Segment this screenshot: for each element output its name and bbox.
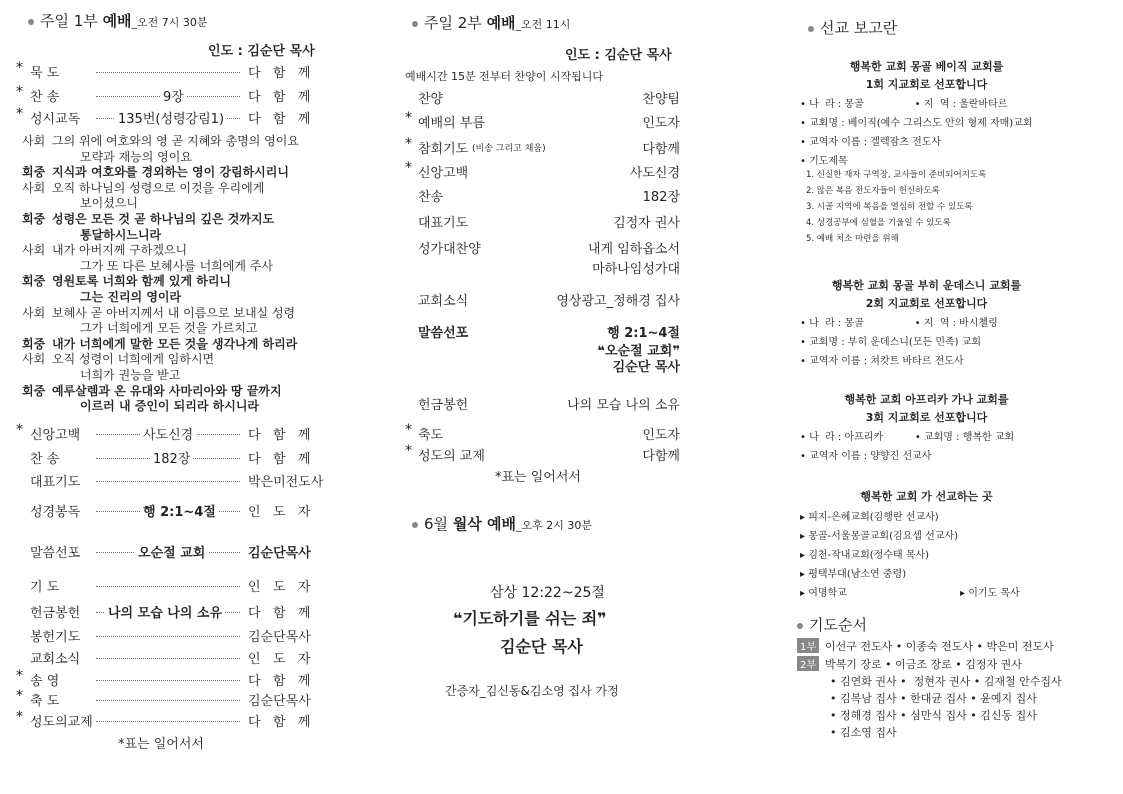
reading-line: 보혜사 곧 아버지께서 내 이름으로 보내실 성령 [52,305,296,320]
order-person: 나의 모습 나의 소유 [567,398,680,413]
order-label: 교회소식 [418,294,469,309]
order-label: 찬 송 [30,452,60,467]
order-person: 마하나임성가대 [592,262,680,277]
mission-line: • 나 라 : 몽골 • 지 역 : 바시첼링 [800,318,998,329]
reading-line: 모략과 재능의 영이요 [80,149,192,164]
star-icon: * [16,84,23,100]
col2-intro: 예배시간 15분 전부터 찬양이 시작됩니다 [405,70,603,83]
order-person: 다함께 [642,449,680,464]
prayer-order-title: 기도순서 [797,614,867,635]
mission-line: • 교역자 이름 : 양향진 선교사 [800,451,932,462]
reading-line: 영원토록 너희와 함께 있게 하리니 [52,274,232,289]
speaker-label: 사회 [22,134,46,148]
order-person: 다함께 [642,142,680,157]
order-label: 송 영 [30,674,60,689]
star-icon: * [16,668,23,684]
reading-line: 내가 아버지께 구하겠으니 [52,243,188,258]
speaker-label: 회중 [22,165,46,180]
order-label: 찬송 [418,190,444,205]
order-label: 찬 송 [30,90,60,105]
star-icon: * [405,136,412,152]
prayer-2bu: 2부 박복기 장로 • 이금조 장로 • 김정자 권사 [797,656,1022,672]
order-label: 성도의 교제 [418,449,485,464]
june-testimony: 간증자_김신동&김소영 집사 가정 [445,684,619,698]
leader-dots [96,700,240,701]
order-person: 영상광고_정해경 집사 [556,294,680,309]
order-label: 헌금봉헌 [418,398,469,413]
order-person: 다 함 께 [248,112,311,127]
order-person: ❝오순절 교회❞ [597,344,680,359]
order-label: 성가대찬양 [418,242,481,257]
reading-line: 그는 진리의 영이라 [80,290,182,304]
order-person: 다 함 께 [248,424,310,443]
leader-dots [96,586,240,587]
order-detail: 9장 [160,86,187,105]
mission-line: • 나 라 : 몽골 • 지 역 : 울란바타르 [800,99,1008,110]
col2-leader: 인도 : 김순단 목사 [565,48,672,63]
mission-subheading: 2회 지교회로 선포합니다 [865,297,988,310]
order-person: 다 함 께 [248,602,310,621]
reading-line: 보이셨으니 [80,196,138,211]
order-detail: 135번(성령강림1) [115,108,227,127]
mission-line: ▸ 김천-작내교회(정수태 목사) [800,550,930,561]
speaker-label: 사회 [22,352,46,367]
col1-standing-note: *표는 일어서서 [118,737,204,752]
star-icon: * [405,160,412,176]
order-detail: 나의 모습 나의 소유 [105,602,225,621]
order-person: 인도자 [642,116,680,131]
reading-line: 예루살렘과 온 유대와 사마리아와 땅 끝까지 [52,383,282,398]
june-preacher: 김순단 목사 [500,637,583,656]
mission-subheading: 1회 지교회로 선포합니다 [865,78,988,91]
star-icon: * [16,106,23,122]
reading-line: 그가 또 다른 보혜사를 너희에게 주사 [80,258,273,273]
order-person: 찬양팀 [642,92,680,107]
order-label: 성경봉독 [30,505,81,520]
speaker-label: 사회 [22,180,46,195]
order-person: 김순단목사 [248,626,311,645]
star-icon: * [405,422,412,438]
col1-title: 주일 1부 예배_오전 7시 30분 [28,10,208,31]
prayer-item: 1. 신실한 재자 구역장, 교사들이 준비되어지도록 [806,170,987,180]
col1-leader: 인도 : 김순단 목사 [208,44,315,59]
mission-heading: 행복한 교회 가 선교하는 곳 [860,490,993,503]
order-person: 인 도 자 [248,576,310,595]
order-person: 다 함 께 [248,448,310,467]
star-icon: * [16,709,23,725]
mission-line: • 교역자 이름 : 쳐캇트 바타르 전도사 [800,356,964,367]
speaker-label: 사회 [22,305,46,320]
bullet-icon [808,26,814,32]
leader-dots [96,636,240,637]
prayer-names: • 김복남 집사 • 한대균 집사 • 윤예지 집사 [830,692,1037,705]
order-person: 182장 [642,190,680,205]
mission-heading: 행복한 교회 아프리카 가나 교회를 [844,393,1009,406]
reading-line: 성령은 모든 것 곧 하나님의 깊은 것까지도 [52,212,275,226]
order-label: 대표기도 [418,216,469,231]
leader-dots [96,680,240,681]
mission-title: 선교 보고란 [808,17,897,38]
order-note: (비송 그리고 채움) [472,144,546,154]
prayer-names: • 김연화 권사 • 정현자 권사 • 김재철 안수집사 [830,675,1062,688]
order-label: 신앙고백 [30,428,81,443]
prayer-item: 4. 성경공부에 심혈을 기울일 수 있도록 [806,218,951,228]
order-label: 신앙고백 [418,166,469,181]
order-person: 다 함 께 [248,670,310,689]
reading-line: 통달하시느니라 [80,227,162,242]
leader-dots [96,721,240,722]
speaker-label: 회중 [22,274,46,289]
june-title: 6월 월삭 예배_오후 2시 30분 [412,513,592,534]
order-label: 찬양 [418,92,444,107]
mission-heading: 행복한 교회 몽골 베이직 교회를 [849,60,1004,73]
reading-line: 이르러 내 증인이 되리라 하시니라 [80,399,260,414]
mission-subheading: 3회 지교회로 선포합니다 [865,411,988,424]
service-badge: 1부 [797,638,819,653]
prayer-item: 3. 시골 지역에 복음을 열심히 전할 수 있도록 [806,202,973,212]
bullet-icon [28,19,34,25]
reading-line: 지식과 여호와를 경외하는 영이 강림하시리니 [52,165,289,180]
leader-dots [96,481,240,482]
order-person: 다 함 께 [248,66,311,81]
speaker-label: 사회 [22,243,46,258]
speaker-label: 회중 [22,336,46,351]
mission-line: • 교회명 : 베이직(예수 그리스도 안의 형제 자매)교회 [800,118,1033,129]
order-label: 참회기도 [418,142,469,157]
star-icon: * [16,422,23,438]
order-label: 성도의교제 [30,715,93,730]
prayer-item: 5. 예배 처소 마련을 위해 [806,234,899,244]
star-icon: * [405,110,412,126]
prayer-item: 2. 많은 복음 전도자들이 헌신하도록 [806,186,940,196]
star-icon: * [405,443,412,459]
speaker-label: 회중 [22,383,46,398]
bullet-icon [797,623,803,629]
star-icon: * [16,60,23,76]
june-sermon-title: ❝기도하기를 쉬는 죄❞ [453,609,607,628]
prayer-1bu: 1부 이선구 전도사 • 이종숙 전도사 • 박은미 전도사 [797,638,1054,654]
col2-standing-note: *표는 일어서서 [495,470,581,485]
order-person: 김순단목사 [248,690,311,709]
reading-line: 오직 하나님의 성령으로 이것을 우리에게 [52,180,265,195]
bullet-icon [412,522,418,528]
order-person: 김순단 목사 [612,360,680,375]
order-label: 묵 도 [30,66,60,81]
mission-line: ▸ 이기도 목사 [960,588,1020,599]
order-label: 헌금봉헌 [30,606,81,621]
order-label: 말씀선포 [30,546,81,561]
reading-line: 오직 성령이 너희에게 임하시면 [52,352,215,367]
order-detail: 행 2:1~4절 [140,501,219,520]
leader-dots [96,72,240,73]
order-person: 박은미전도사 [248,471,323,490]
order-person: 인도자 [642,428,680,443]
mission-line: • 교회명 : 부히 운데스니(모든 민족) 교회 [800,337,982,348]
order-detail: 오순절 교회 [135,542,208,561]
order-label: 교회소식 [30,652,81,667]
june-scripture: 삼상 12:22~25절 [490,585,605,601]
reading-line: 너희가 권능을 받고 [80,368,181,382]
order-label: 말씀선포 [418,326,469,341]
order-person: 인 도 자 [248,501,310,520]
order-person: 김정자 권사 [613,216,680,231]
reading-line: 그가 너희에게 모든 것을 가르치고 [80,321,258,336]
leader-dots [96,658,240,659]
speaker-label: 회중 [22,212,46,226]
order-label: 축 도 [30,694,60,709]
order-label: 봉헌기도 [30,630,81,645]
star-icon: * [16,688,23,704]
col2-title: 주일 2부 예배_오전 11시 [412,12,570,33]
reading-line: 그의 위에 여호와의 영 곧 지혜와 총명의 영이요 [52,134,299,148]
mission-line: ▸ 피지-은혜교회(김행란 선교사) [800,512,939,523]
order-detail: 사도신경 [140,424,196,443]
order-label: 성시교독 [30,112,81,127]
prayer-names: • 김소영 집사 [830,726,897,739]
order-detail: 182장 [150,448,193,467]
mission-line: ▸ 몽골-서울몽골교회(김요셉 선교사) [800,531,959,542]
mission-line: • 기도제목 [800,156,848,167]
mission-line: • 나 라 : 아프리카 • 교회명 : 행복한 교회 [800,432,1015,443]
service-badge: 2부 [797,656,819,671]
order-label: 예배의 부름 [418,116,485,131]
mission-line: ▸ 평택부대(남소연 중령) [800,569,907,580]
order-person: 김순단목사 [248,542,311,561]
order-person: 다 함 께 [248,90,311,105]
order-person: 행 2:1~4절 [607,326,680,341]
order-label: 대표기도 [30,475,81,490]
mission-line: ▸ 여명학교 [800,588,847,599]
order-person: 다 함 께 [248,711,310,730]
order-label: 축도 [418,428,444,443]
order-label: 기 도 [30,580,60,595]
bullet-icon [412,21,418,27]
mission-line: • 교역자 이름 : 겔렉잠츠 전도사 [800,137,942,148]
mission-heading: 행복한 교회 몽골 부히 운데스니 교회를 [831,279,1022,292]
order-person: 내게 임하옵소서 [587,242,680,257]
reading-line: 내가 너희에게 말한 모든 것을 생각나게 하리라 [52,336,298,351]
order-person: 인 도 자 [248,648,310,667]
prayer-names: • 정해경 집사 • 심만식 집사 • 김신동 집사 [830,709,1037,722]
order-person: 사도신경 [629,166,680,181]
